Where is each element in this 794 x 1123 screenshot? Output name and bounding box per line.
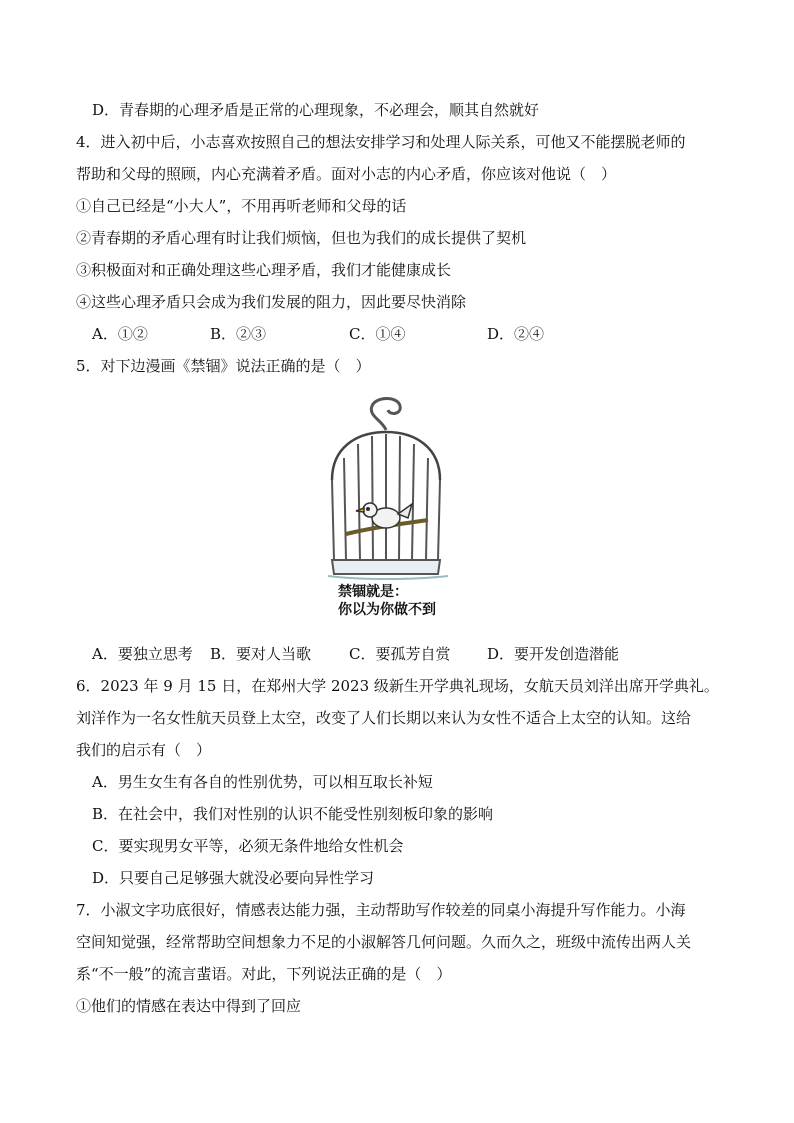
q7-stem-line-3: 系“不一般”的流言蜚语。对此，下列说法正确的是（ ） (76, 965, 452, 983)
q4-option-d: D．②④ (487, 325, 545, 343)
cage-bars (332, 434, 440, 560)
q6-option-b: B．在社会中，我们对性别的认识不能受性别刻板印象的影响 (92, 805, 494, 823)
q4-option-c: C．①④ (349, 325, 406, 343)
cartoon-caption-line-1: 禁锢就是： (338, 584, 408, 600)
q6-option-a: A．男生女生有各自的性别优势，可以相互取长补短 (92, 773, 433, 791)
q5-option-a: A．要独立思考 (92, 645, 193, 663)
cage-hook (371, 399, 400, 431)
q7-stem-line-1: 7．小淑文字功底很好，情感表达能力强，主动帮助写作较差的同桌小海提升写作能力。小海 (76, 901, 686, 919)
q5-option-d: D．要开发创造潜能 (487, 645, 620, 663)
q4-item-4: ④这些心理矛盾只会成为我们发展的阻力，因此要尽快消除 (76, 293, 467, 311)
q3-option-d: D．青春期的心理矛盾是正常的心理现象，不必理会，顺其自然就好 (92, 101, 540, 119)
q4-item-1: ①自己已经是“小大人”，不用再听老师和父母的话 (76, 197, 407, 215)
cage-base (332, 560, 440, 574)
q5-option-b: B．要对人当歌 (210, 645, 312, 663)
q6-stem-line-1: 6．2023 年 9 月 15 日，在郑州大学 2023 级新生开学典礼现场，女航天员刘洋出席开学典礼。 (76, 677, 719, 695)
cartoon-caption-line-2: 你以为你做不到 (338, 602, 436, 618)
q6-option-c: C．要实现男女平等，必须无条件地给女性机会 (92, 837, 404, 855)
birdcage-cartoon (320, 392, 450, 582)
q4-stem-line-1: 4．进入初中后，小志喜欢按照自己的想法安排学习和处理人际关系，可他又不能摆脱老师的 (76, 133, 686, 151)
q4-option-b: B．②③ (210, 325, 267, 343)
q6-stem-line-3: 我们的启示有（ ） (76, 741, 212, 759)
q7-stem-line-2: 空间知觉强，经常帮助空间想象力不足的小淑解答几何问题。久而久之，班级中流传出两人关 (76, 933, 692, 951)
q4-item-3: ③积极面对和正确处理这些心理矛盾，我们才能健康成长 (76, 261, 452, 279)
q4-option-a: A．①② (92, 325, 148, 343)
q7-item-1: ①他们的情感在表达中得到了回应 (76, 997, 302, 1015)
q5-stem: 5．对下边漫画《禁锢》说法正确的是（ ） (76, 357, 371, 375)
q5-option-c: C．要孤芳自赏 (349, 645, 451, 663)
q6-stem-line-2: 刘洋作为一名女性航天员登上太空，改变了人们长期以来认为女性不适合上太空的认知。这给 (76, 709, 692, 727)
q6-option-d: D．只要自己足够强大就没必要向异性学习 (92, 869, 375, 887)
q4-stem-line-2: 帮助和父母的照顾，内心充满着矛盾。面对小志的内心矛盾，你应该对他说（ ） (76, 165, 617, 183)
q4-item-2: ②青春期的矛盾心理有时让我们烦恼，但也为我们的成长提供了契机 (76, 229, 527, 247)
